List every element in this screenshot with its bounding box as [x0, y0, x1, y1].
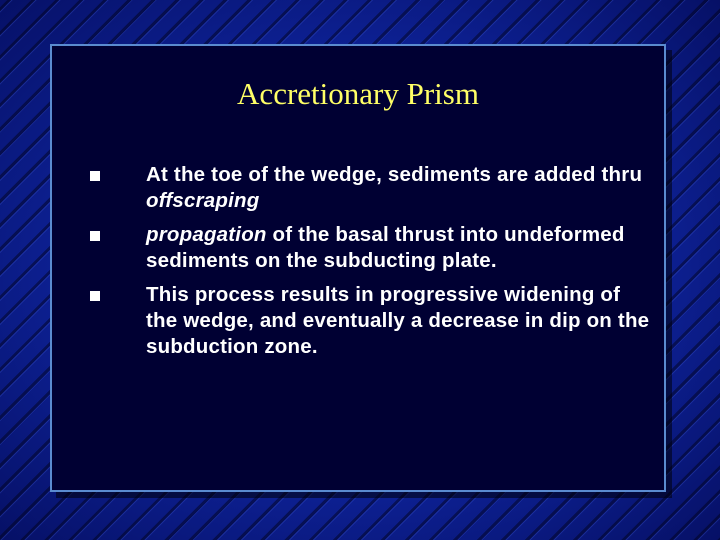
bullet-list: [90, 162, 650, 368]
slide-title: Accretionary Prism: [237, 76, 479, 111]
bullet-text: of the basal thrust into undeformed sediments on the subducting plate.: [146, 223, 625, 272]
square-bullet-icon: [90, 171, 100, 181]
slide-panel: [50, 44, 666, 492]
square-bullet-icon: [90, 291, 100, 301]
bullet-item: [90, 222, 650, 274]
bullet-text: At the toe of the wedge, sediments are added thru: [146, 163, 643, 186]
bullet-emphasis: propagation: [146, 223, 267, 246]
bullet-item: [90, 282, 650, 360]
bullet-text: This process results in progressive widening of the wedge, and eventually a decrease in dip on the subduction zone.: [146, 283, 650, 358]
bullet-item: [90, 162, 650, 214]
square-bullet-icon: [90, 231, 100, 241]
bullet-emphasis: offscraping: [146, 189, 260, 212]
